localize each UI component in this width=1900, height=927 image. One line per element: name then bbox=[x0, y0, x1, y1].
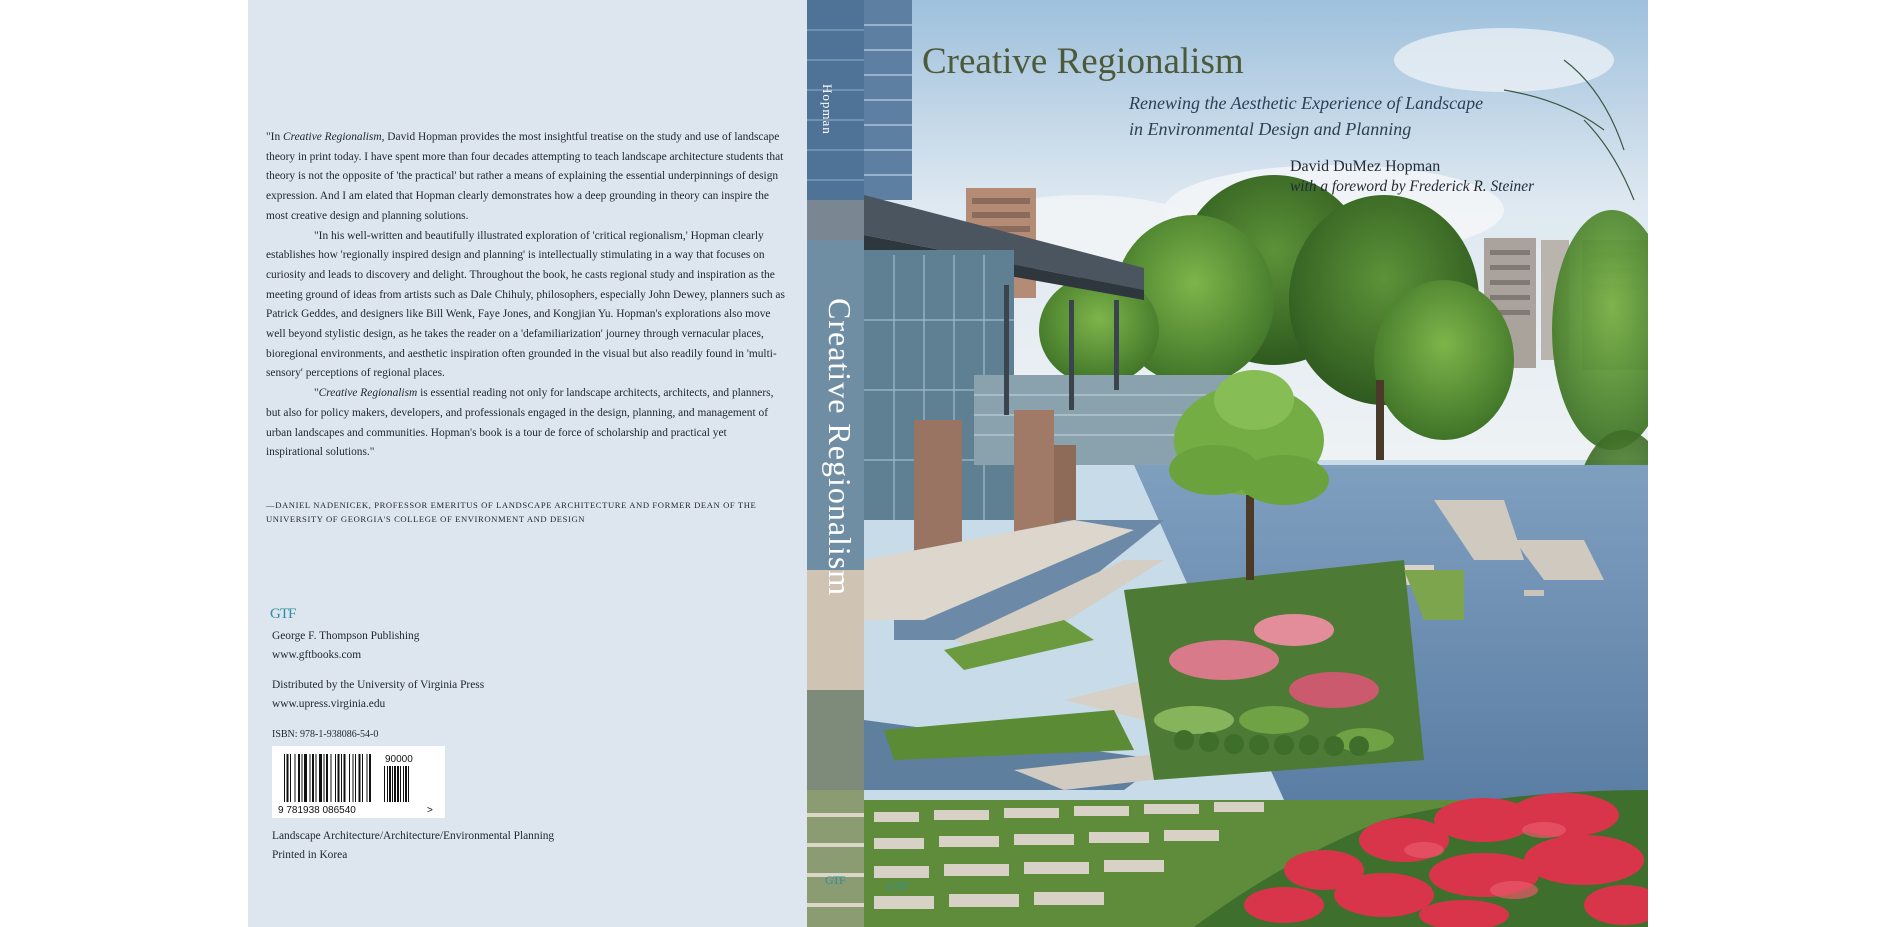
front-cover bbox=[864, 0, 1648, 927]
blurb-p1-book-title: Creative Regionalism bbox=[283, 131, 382, 143]
spine-title: Creative Regionalism bbox=[822, 298, 858, 597]
blurb-p3-text: is essential reading not only for landscape architects, architects, and planners, but also for policy makers, developers, and professionals engaged in the design, planning, and management of urban landscapes and communities. Hopman's book is a tour de force of scholarship and practical yet inspirational solutions." bbox=[266, 387, 774, 459]
barcode-digits: 9 781938 086540 bbox=[278, 805, 356, 816]
spine-author: Hopman bbox=[820, 84, 835, 135]
blurb-attribution: —DANIEL NADENICEK, PROFESSOR EMERITUS OF LANDSCAPE ARCHITECTURE AND FORMER DEAN OF THE UNIVERSITY OF GEORGIA'S COLLEGE OF ENVIRONMENT AND DESIGN bbox=[266, 500, 757, 524]
printed-in: Printed in Korea bbox=[272, 849, 348, 861]
isbn: ISBN: 978-1-938086-54-0 bbox=[272, 729, 379, 740]
gtf-logo-icon bbox=[825, 866, 847, 890]
barcode-arrow: > bbox=[427, 805, 433, 816]
blurb-paragraph-2: "In his well-written and beautifully illustrated exploration of 'critical regionalism,' Hopman clearly establishes how 'regionally inspired design and planning' is intellectually stimulating in a way that focuses on curiosity and leads to discovery and delight. Throughout the book, he casts regional study and inspiration as the meeting ground of ideas from artists such as Dale Chihuly, philosophers, especially John Dewey, planners such as Patrick Geddes, and designers like Bill Wenk, Faye Jones, and Kongjian Yu. Hopman's explorations also move well beyond stylistic design, as he takes the reader on a 'defamiliarization' journey through vernacular places, bioregional environments, and aesthetic inspiration often grounded in the visual but also readily found in 'multi-sensory' perceptions of regional places. bbox=[266, 229, 785, 380]
svg-text:GTF: GTF bbox=[270, 606, 296, 622]
book-author: David DuMez Hopman bbox=[1290, 158, 1441, 175]
isbn-barcode bbox=[272, 746, 445, 818]
book-subtitle bbox=[1129, 90, 1483, 142]
subject-categories: Landscape Architecture/Architecture/Environmental Planning bbox=[272, 830, 555, 842]
blurb-p3-book-title: Creative Regionalism bbox=[318, 387, 418, 400]
publisher-name: George F. Thompson Publishing bbox=[272, 630, 420, 642]
endorsement-blurb bbox=[266, 128, 786, 463]
blurb-p1-text: , David Hopman provides the most insightful treatise on the study and use of landscape theory in print today. I have spent more than four decades attempting to teach landscape architecture students that theory is not the opposite of 'the practical' but rather a means of explaining the essential underpinnings of design expression. And I am elated that Hopman clearly demonstrates how a deep grounding in theory can inspire the most creative design and planning solutions. bbox=[266, 131, 784, 222]
subtitle-line-2: in Environmental Design and Planning bbox=[1129, 119, 1412, 139]
barcode-price: 90000 bbox=[385, 754, 413, 765]
distributor-url: www.upress.virginia.edu bbox=[272, 698, 386, 710]
back-cover bbox=[248, 0, 807, 927]
foreword-credit: with a foreword by Frederick R. Steiner bbox=[1290, 178, 1535, 195]
book-title: Creative Regionalism bbox=[922, 41, 1244, 82]
spine bbox=[807, 0, 864, 927]
blurb-p3-open: " bbox=[314, 387, 319, 400]
svg-text:GTF: GTF bbox=[825, 873, 845, 887]
front-logo-mark: GTF bbox=[886, 879, 909, 893]
barcode-price-bars bbox=[384, 766, 409, 802]
barcode-bars bbox=[284, 754, 371, 802]
gtf-logo-icon bbox=[270, 599, 300, 623]
blurb-paragraph-3 bbox=[266, 384, 786, 463]
barcode-graphic bbox=[272, 746, 445, 818]
blurb-p1-open: "In bbox=[266, 131, 283, 143]
publisher-url: www.gftbooks.com bbox=[272, 649, 362, 661]
distributor: Distributed by the University of Virginia Press bbox=[272, 679, 485, 691]
subtitle-line-1: Renewing the Aesthetic Experience of Landscape bbox=[1129, 93, 1484, 113]
blurb-paragraph-1 bbox=[266, 128, 786, 227]
